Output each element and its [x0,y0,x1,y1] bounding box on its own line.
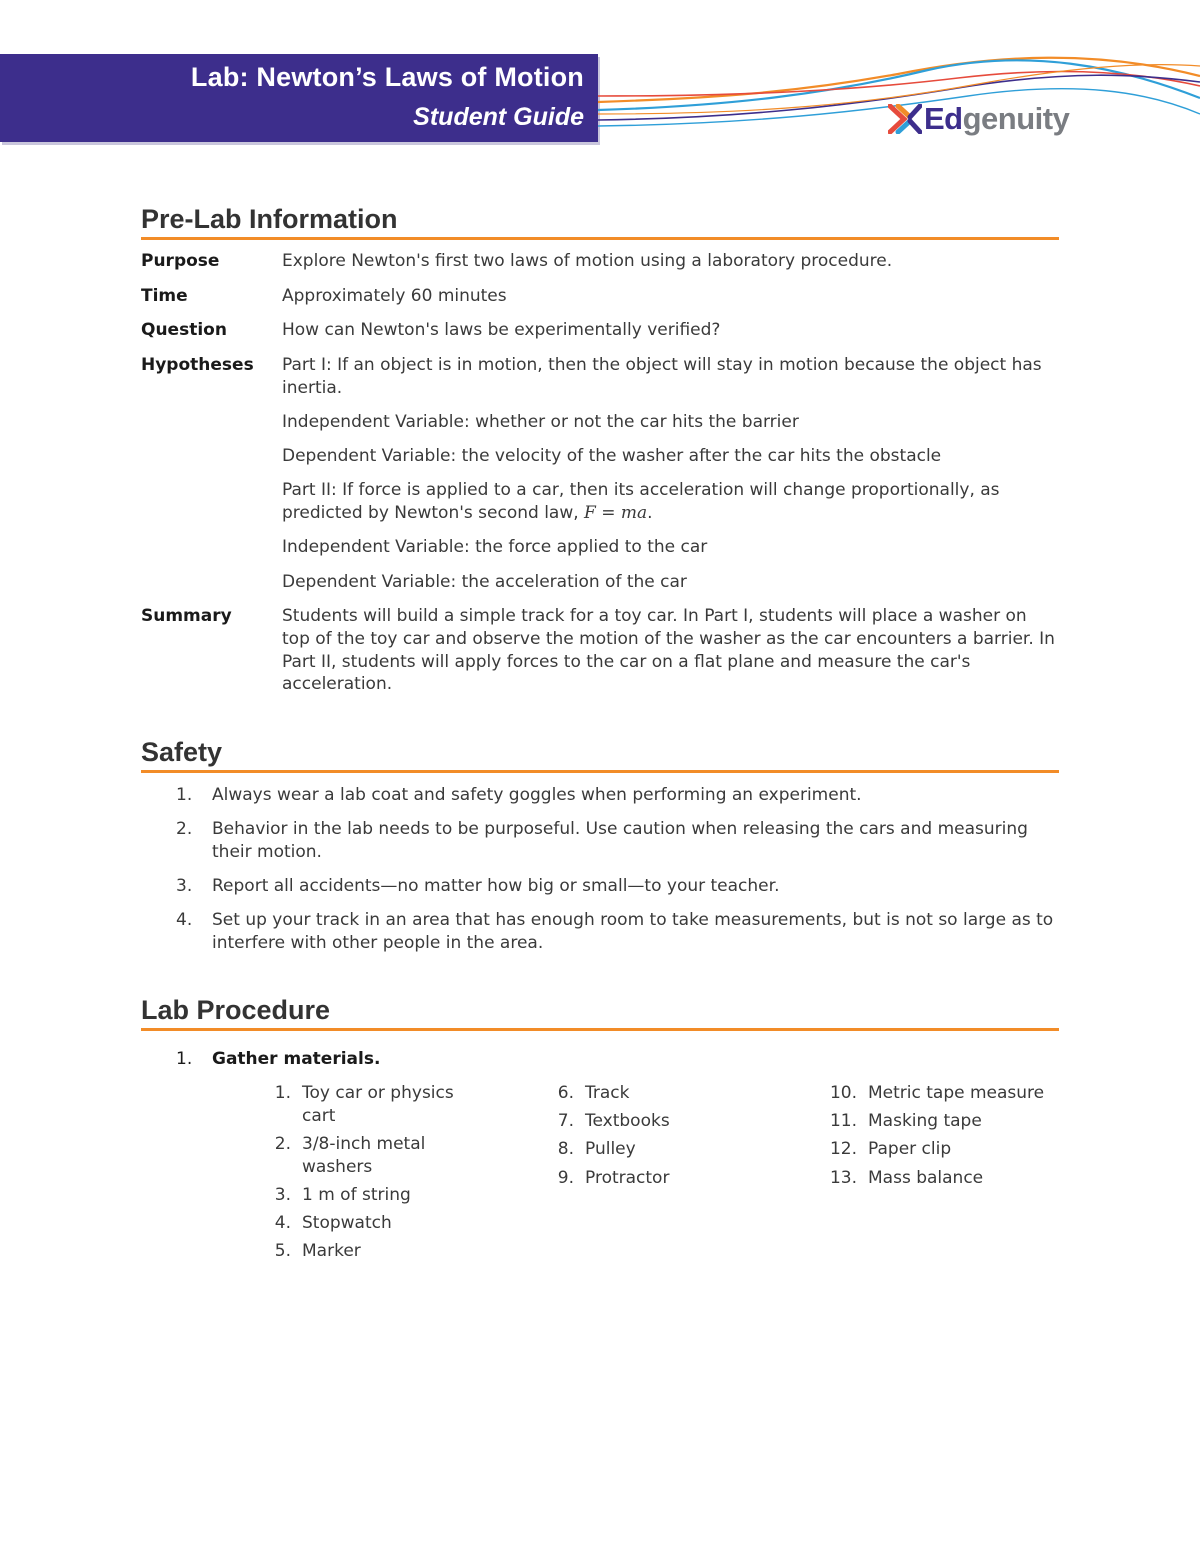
material-item: 7. Textbooks [557,1111,670,1132]
material-item: 3. 1 m of string [274,1184,411,1205]
material-item: 8. Pulley [557,1139,636,1160]
material-item: 5. Marker [274,1241,361,1262]
material-item: 6. Track [557,1083,630,1103]
hypothesis-paragraph: Part II: If force is applied to a car, then its acceleration will change proportionally, as predicted by Newton's second law, F = ma. [282,480,1000,524]
item-number: 4. [176,910,193,931]
edgenuity-logo [888,98,1069,140]
procedure-heading: Lab Procedure [141,993,1059,1031]
item-number: 1. [176,785,193,805]
document-title: Lab: Newton’s Laws of Motion [190,62,584,92]
hypothesis-paragraph: Part I: If an object is in motion, then the object will stay in motion because the object has inertia. [282,355,1042,398]
hypotheses-value [282,342,1059,593]
brand-name: Edgenuity [924,101,1070,136]
purpose-value: Explore Newton's first two laws of motion using a laboratory procedure. [282,251,893,271]
material-item: 10. Metric tape measure [829,1083,1045,1103]
materials-column-1 [274,1082,477,1263]
item-number: 3. [176,876,193,897]
hypotheses-row [141,342,1059,593]
item-text: Behavior in the lab needs to be purposeful. Use caution when releasing the cars and measuring their motion. [212,819,1028,862]
question-label: Question [141,320,227,341]
item-number: 2. [176,819,193,840]
summary-label: Summary [141,606,232,627]
hypothesis-paragraph: Dependent Variable: the acceleration of the car [282,571,687,592]
list-item [141,909,1059,954]
list-item [141,818,1059,863]
material-item: 12. Paper clip [829,1139,952,1160]
step-number: 1. [176,1049,193,1069]
hypothesis-paragraph: Independent Variable: whether or not the car hits the barrier [282,412,799,433]
time-value: Approximately 60 minutes [282,285,507,306]
hypothesis-paragraph: Independent Variable: the force applied to the car [282,537,708,558]
prelab-heading: Pre-Lab Information [141,202,1059,240]
material-item: 11. Masking tape [829,1111,982,1132]
hypotheses-label: Hypotheses [141,355,254,376]
formula-f-equals-ma: F = ma [584,503,648,524]
material-item: 9. Protractor [557,1167,670,1188]
safety-list [141,784,1059,955]
document-subtitle: Student Guide [413,103,584,131]
material-item: 4. Stopwatch [274,1213,392,1234]
header-banner [0,54,598,142]
edgenuity-x-icon [888,104,922,134]
question-row [141,307,1059,342]
materials-column-3 [829,1082,1068,1189]
step-text: Gather materials. [212,1049,381,1069]
material-item: 13. Mass balance [829,1167,984,1188]
material-item: 1. Toy car or physics cart [274,1083,454,1126]
summary-row [141,593,1059,696]
item-text: Set up your track in an area that has enough room to take measurements, but is not so large as to interfere with other people in the area. [212,910,1054,954]
safety-heading: Safety [141,735,1059,773]
time-row [141,273,1059,308]
time-label: Time [141,285,188,306]
item-text: Report all accidents—no matter how big or small—to your teacher. [212,876,780,897]
material-item: 2. 3/8-inch metal washers [274,1133,426,1177]
hypothesis-text: Part II: If force is applied to a car, then its acceleration will change proportionally, as predicted by Newton's second law, [282,480,1000,524]
purpose-label: Purpose [141,251,220,271]
item-text: Always wear a lab coat and safety goggles when performing an experiment. [212,785,862,805]
hypothesis-paragraph: Dependent Variable: the velocity of the washer after the car hits the obstacle [282,446,942,467]
summary-value: Students will build a simple track for a toy car. In Part I, students will place a washer on top of the toy car and observe the motion of the washer as the car encounters a barrier. In Part II, students will apply forces to the car on a flat plane and measure the car's acceleration. [282,606,1055,695]
materials-column-2 [557,1082,785,1189]
prelab-info-table [141,250,1059,696]
purpose-row [141,250,1059,273]
question-value: How can Newton's laws be experimentally verified? [282,320,721,341]
list-item [141,784,1059,807]
list-item [141,875,1059,898]
